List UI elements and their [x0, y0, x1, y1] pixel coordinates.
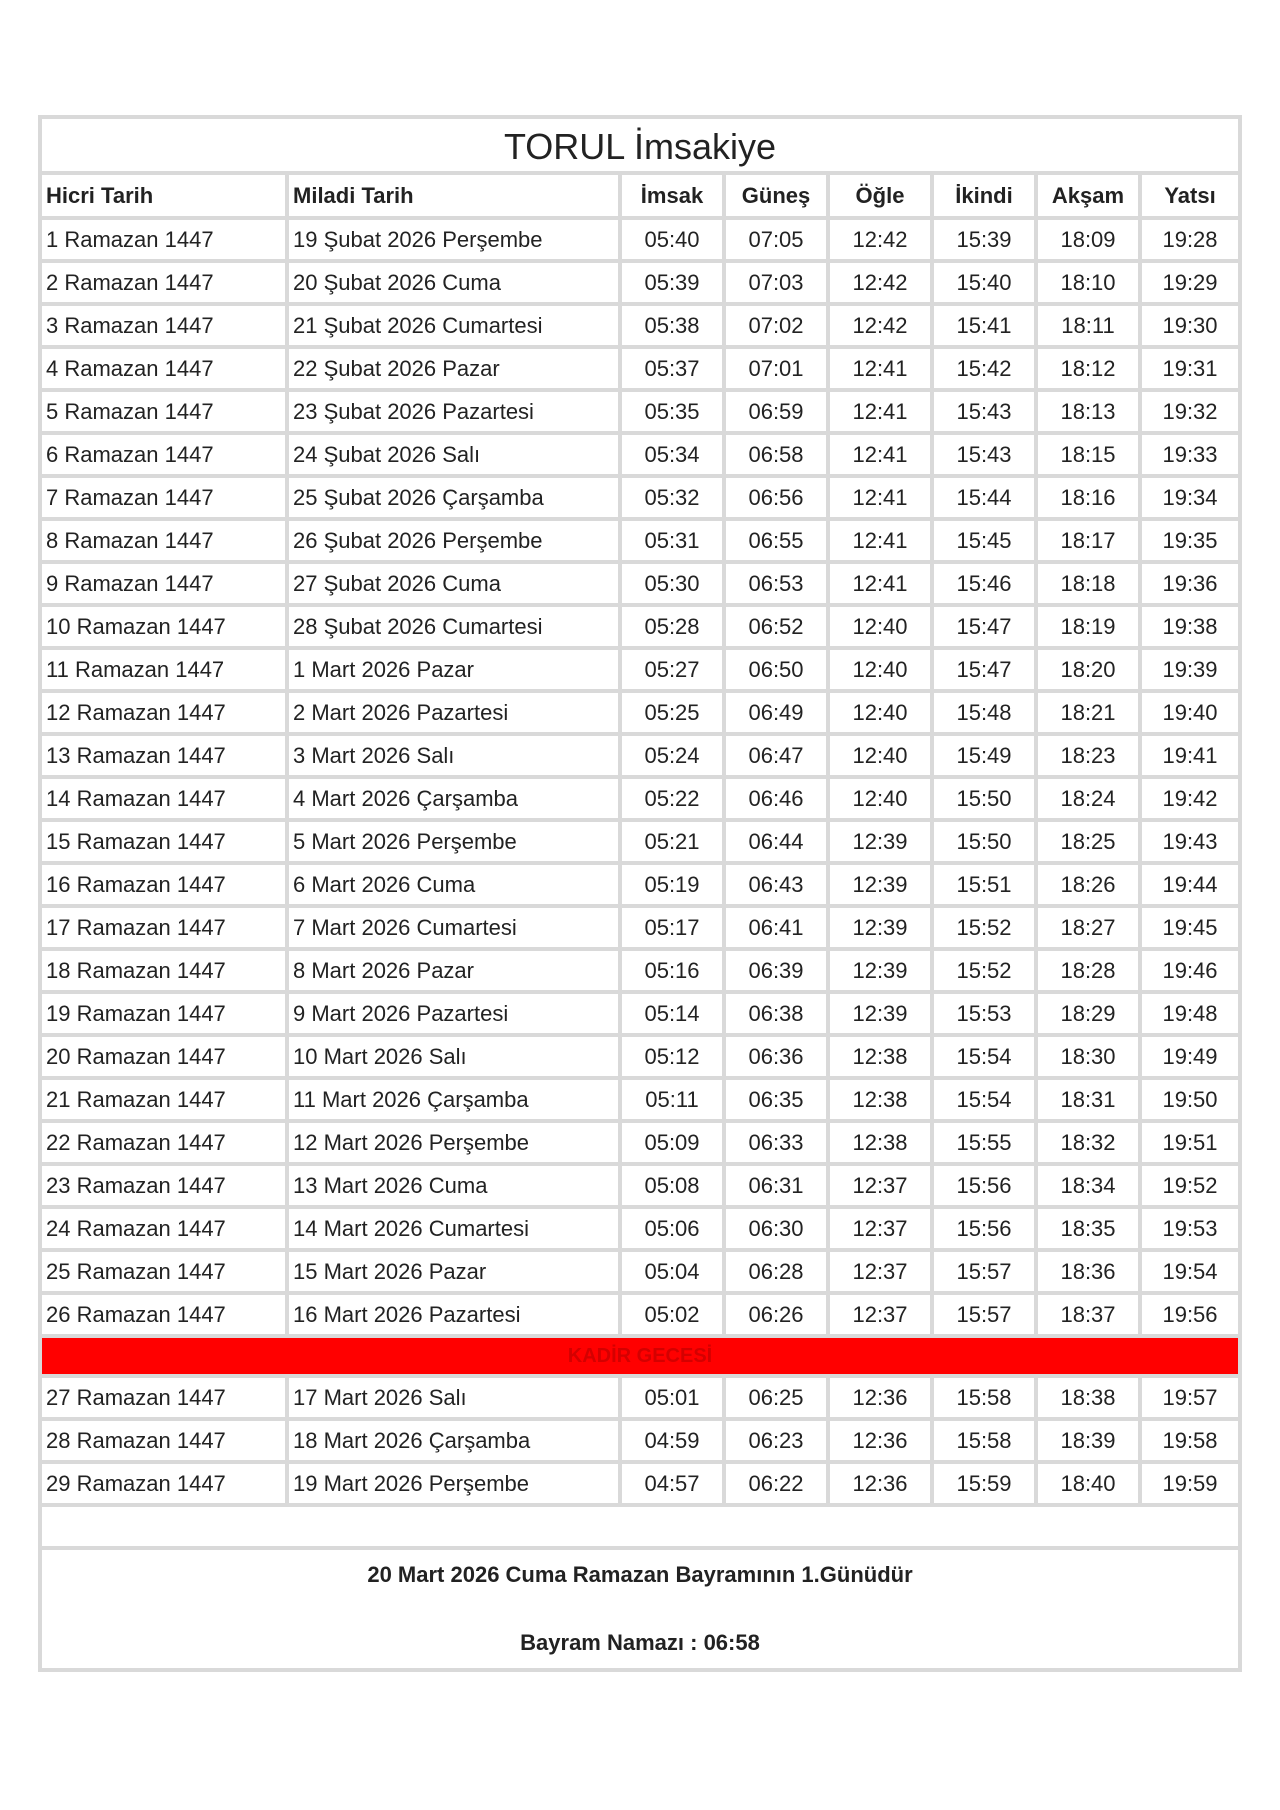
table-cell: 16 Ramazan 1447: [42, 863, 287, 906]
table-cell: 18:09: [1036, 218, 1140, 261]
table-cell: 05:11: [620, 1078, 724, 1121]
table-cell: 18:40: [1036, 1462, 1140, 1505]
table-cell: 8 Ramazan 1447: [42, 519, 287, 562]
table-cell: 7 Ramazan 1447: [42, 476, 287, 519]
table-row: [42, 949, 1238, 992]
table-cell: 15 Ramazan 1447: [42, 820, 287, 863]
table-row: [42, 433, 1238, 476]
table-row: [42, 863, 1238, 906]
table-cell: 06:41: [724, 906, 828, 949]
table-cell: 12:42: [828, 261, 932, 304]
table-cell: 05:30: [620, 562, 724, 605]
table-cell: 15:41: [932, 304, 1036, 347]
table-cell: 07:02: [724, 304, 828, 347]
table-cell: 20 Ramazan 1447: [42, 1035, 287, 1078]
table-cell: 07:03: [724, 261, 828, 304]
table-cell: 12:38: [828, 1078, 932, 1121]
table-row: [42, 390, 1238, 433]
table-cell: 19:39: [1140, 648, 1238, 691]
table-cell: 19:36: [1140, 562, 1238, 605]
table-cell: 12:39: [828, 949, 932, 992]
table-cell: 05:06: [620, 1207, 724, 1250]
table-cell: 7 Mart 2026 Cumartesi: [287, 906, 620, 949]
table-cell: 19:44: [1140, 863, 1238, 906]
table-cell: 05:08: [620, 1164, 724, 1207]
table-cell: 15:47: [932, 605, 1036, 648]
table-cell: 18:29: [1036, 992, 1140, 1035]
table-cell: 10 Ramazan 1447: [42, 605, 287, 648]
table-row: [42, 304, 1238, 347]
table-row: [42, 1462, 1238, 1505]
table-cell: 19:48: [1140, 992, 1238, 1035]
table-cell: 06:59: [724, 390, 828, 433]
table-row: [42, 734, 1238, 777]
table-cell: 18:36: [1036, 1250, 1140, 1293]
table-cell: 12:42: [828, 304, 932, 347]
bayram-note: 20 Mart 2026 Cuma Ramazan Bayramının 1.Günüdür: [367, 1562, 913, 1587]
table-cell: 24 Şubat 2026 Salı: [287, 433, 620, 476]
table-cell: 18:10: [1036, 261, 1140, 304]
table-cell: 11 Mart 2026 Çarşamba: [287, 1078, 620, 1121]
table-cell: 18:34: [1036, 1164, 1140, 1207]
table-cell: 14 Mart 2026 Cumartesi: [287, 1207, 620, 1250]
table-cell: 18:39: [1036, 1419, 1140, 1462]
table-cell: 18:23: [1036, 734, 1140, 777]
table-cell: 18:24: [1036, 777, 1140, 820]
table-cell: 12:39: [828, 906, 932, 949]
table-cell: 12:41: [828, 476, 932, 519]
table-row: [42, 218, 1238, 261]
table-cell: 18:19: [1036, 605, 1140, 648]
table-cell: 26 Ramazan 1447: [42, 1293, 287, 1336]
table-cell: 12:41: [828, 390, 932, 433]
table-cell: 15:48: [932, 691, 1036, 734]
table-cell: 19:32: [1140, 390, 1238, 433]
table-cell: 12:38: [828, 1035, 932, 1078]
table-row: [42, 992, 1238, 1035]
table-cell: 18:26: [1036, 863, 1140, 906]
table-cell: 15:56: [932, 1207, 1036, 1250]
table-cell: 06:25: [724, 1376, 828, 1419]
table-cell: 15:46: [932, 562, 1036, 605]
table-cell: 06:39: [724, 949, 828, 992]
table-cell: 05:22: [620, 777, 724, 820]
table-row: [42, 1293, 1238, 1336]
table-cell: 12:36: [828, 1419, 932, 1462]
table-cell: 06:49: [724, 691, 828, 734]
table-cell: 18:11: [1036, 304, 1140, 347]
table-cell: 05:27: [620, 648, 724, 691]
table-cell: 15:45: [932, 519, 1036, 562]
table-cell: 18:38: [1036, 1376, 1140, 1419]
table-body-b: [42, 1376, 1238, 1505]
table-cell: 15:42: [932, 347, 1036, 390]
table-cell: 26 Şubat 2026 Perşembe: [287, 519, 620, 562]
table-cell: 05:38: [620, 304, 724, 347]
table-cell: 18:20: [1036, 648, 1140, 691]
table-cell: 19:45: [1140, 906, 1238, 949]
table-cell: 18:18: [1036, 562, 1140, 605]
table-cell: 27 Şubat 2026 Cuma: [287, 562, 620, 605]
kadir-gecesi-label: KADİR GECESİ: [42, 1336, 1238, 1376]
table-cell: 15:57: [932, 1250, 1036, 1293]
table-cell: 2 Ramazan 1447: [42, 261, 287, 304]
table-cell: 22 Ramazan 1447: [42, 1121, 287, 1164]
table-row: [42, 1078, 1238, 1121]
table-cell: 19:50: [1140, 1078, 1238, 1121]
table-cell: 12:40: [828, 734, 932, 777]
table-row: [42, 1121, 1238, 1164]
table-cell: 15:39: [932, 218, 1036, 261]
table-cell: 12:40: [828, 777, 932, 820]
table-cell: 14 Ramazan 1447: [42, 777, 287, 820]
table-cell: 12:39: [828, 820, 932, 863]
table-cell: 23 Şubat 2026 Pazartesi: [287, 390, 620, 433]
table-cell: 15:50: [932, 820, 1036, 863]
table-cell: 19:59: [1140, 1462, 1238, 1505]
table-cell: 05:40: [620, 218, 724, 261]
table-cell: 19:52: [1140, 1164, 1238, 1207]
table-cell: 15:54: [932, 1035, 1036, 1078]
table-cell: 19:49: [1140, 1035, 1238, 1078]
table-cell: 19:41: [1140, 734, 1238, 777]
table-cell: 18 Ramazan 1447: [42, 949, 287, 992]
table-row: [42, 691, 1238, 734]
table-cell: 06:30: [724, 1207, 828, 1250]
table-cell: 04:57: [620, 1462, 724, 1505]
table-row: [42, 347, 1238, 390]
table-cell: 15:57: [932, 1293, 1036, 1336]
table-cell: 1 Ramazan 1447: [42, 218, 287, 261]
table-cell: 05:12: [620, 1035, 724, 1078]
table-cell: 18:16: [1036, 476, 1140, 519]
special-section: [42, 1336, 1238, 1376]
table-cell: 4 Ramazan 1447: [42, 347, 287, 390]
table-cell: 18:31: [1036, 1078, 1140, 1121]
table-cell: 15:53: [932, 992, 1036, 1035]
table-cell: 12:42: [828, 218, 932, 261]
table-cell: 12:41: [828, 519, 932, 562]
table-cell: 18:37: [1036, 1293, 1140, 1336]
table-cell: 18:35: [1036, 1207, 1140, 1250]
table-cell: 12 Mart 2026 Perşembe: [287, 1121, 620, 1164]
table-cell: 06:46: [724, 777, 828, 820]
table-cell: 05:34: [620, 433, 724, 476]
table-cell: 2 Mart 2026 Pazartesi: [287, 691, 620, 734]
table-cell: 07:05: [724, 218, 828, 261]
table-cell: 6 Mart 2026 Cuma: [287, 863, 620, 906]
table-cell: 18:30: [1036, 1035, 1140, 1078]
table-cell: 05:32: [620, 476, 724, 519]
table-cell: 18:32: [1036, 1121, 1140, 1164]
table-cell: 19:58: [1140, 1419, 1238, 1462]
table-cell: 15:59: [932, 1462, 1036, 1505]
table-cell: 21 Ramazan 1447: [42, 1078, 287, 1121]
table-row: [42, 1035, 1238, 1078]
table-cell: 15:55: [932, 1121, 1036, 1164]
header-ogle: Öğle: [828, 175, 932, 218]
table-cell: 12 Ramazan 1447: [42, 691, 287, 734]
table-cell: 15:44: [932, 476, 1036, 519]
table-cell: 05:17: [620, 906, 724, 949]
table-row: [42, 1419, 1238, 1462]
table-cell: 06:33: [724, 1121, 828, 1164]
table-row: [42, 906, 1238, 949]
table-cell: 18:21: [1036, 691, 1140, 734]
table-cell: 19:33: [1140, 433, 1238, 476]
table-cell: 05:01: [620, 1376, 724, 1419]
table-cell: 15:56: [932, 1164, 1036, 1207]
table-cell: 12:40: [828, 691, 932, 734]
table-cell: 13 Mart 2026 Cuma: [287, 1164, 620, 1207]
table-cell: 05:09: [620, 1121, 724, 1164]
table-cell: 12:41: [828, 347, 932, 390]
table-cell: 06:22: [724, 1462, 828, 1505]
table-body-a: [42, 218, 1238, 1336]
table-cell: 28 Şubat 2026 Cumartesi: [287, 605, 620, 648]
table-cell: 19 Mart 2026 Perşembe: [287, 1462, 620, 1505]
table-cell: 05:02: [620, 1293, 724, 1336]
table-cell: 19:30: [1140, 304, 1238, 347]
table-cell: 12:37: [828, 1207, 932, 1250]
table-cell: 07:01: [724, 347, 828, 390]
table-cell: 05:16: [620, 949, 724, 992]
header-row: [42, 175, 1238, 218]
table-cell: 15:43: [932, 433, 1036, 476]
table-cell: 05:35: [620, 390, 724, 433]
table-cell: 18:15: [1036, 433, 1140, 476]
table-cell: 19:29: [1140, 261, 1238, 304]
header-ikindi: İkindi: [932, 175, 1036, 218]
table-cell: 20 Şubat 2026 Cuma: [287, 261, 620, 304]
table-cell: 18:17: [1036, 519, 1140, 562]
table-cell: 15:52: [932, 949, 1036, 992]
table-row: [42, 476, 1238, 519]
header-yatsi: Yatsı: [1140, 175, 1238, 218]
table-cell: 15:52: [932, 906, 1036, 949]
bayram-namazi-note: Bayram Namazı : 06:58: [520, 1630, 760, 1655]
table-cell: 15:43: [932, 390, 1036, 433]
imsakiye-table: [42, 175, 1238, 1507]
table-cell: 8 Mart 2026 Pazar: [287, 949, 620, 992]
table-row: [42, 648, 1238, 691]
imsakiye-sheet: [38, 115, 1242, 1672]
table-cell: 19 Şubat 2026 Perşembe: [287, 218, 620, 261]
table-cell: 05:24: [620, 734, 724, 777]
table-cell: 05:19: [620, 863, 724, 906]
table-cell: 06:53: [724, 562, 828, 605]
table-cell: 25 Şubat 2026 Çarşamba: [287, 476, 620, 519]
table-cell: 12:36: [828, 1376, 932, 1419]
header-hicri: Hicri Tarih: [42, 175, 287, 218]
table-cell: 12:38: [828, 1121, 932, 1164]
table-cell: 15:47: [932, 648, 1036, 691]
table-cell: 18:13: [1036, 390, 1140, 433]
table-cell: 19:40: [1140, 691, 1238, 734]
table-cell: 23 Ramazan 1447: [42, 1164, 287, 1207]
table-cell: 06:38: [724, 992, 828, 1035]
table-row: [42, 1250, 1238, 1293]
header-aksam: Akşam: [1036, 175, 1140, 218]
table-cell: 15:54: [932, 1078, 1036, 1121]
table-cell: 3 Mart 2026 Salı: [287, 734, 620, 777]
table-cell: 12:41: [828, 562, 932, 605]
table-cell: 1 Mart 2026 Pazar: [287, 648, 620, 691]
table-cell: 15:49: [932, 734, 1036, 777]
table-cell: 15:58: [932, 1376, 1036, 1419]
table-cell: 22 Şubat 2026 Pazar: [287, 347, 620, 390]
table-cell: 27 Ramazan 1447: [42, 1376, 287, 1419]
table-cell: 15 Mart 2026 Pazar: [287, 1250, 620, 1293]
kadir-gecesi-row: [42, 1336, 1238, 1376]
blank-row: [42, 1507, 1238, 1550]
table-cell: 05:14: [620, 992, 724, 1035]
header-imsak: İmsak: [620, 175, 724, 218]
table-cell: 11 Ramazan 1447: [42, 648, 287, 691]
table-cell: 12:37: [828, 1293, 932, 1336]
table-cell: 12:41: [828, 433, 932, 476]
table-row: [42, 1164, 1238, 1207]
table-cell: 05:31: [620, 519, 724, 562]
table-cell: 06:56: [724, 476, 828, 519]
table-cell: 15:58: [932, 1419, 1036, 1462]
table-cell: 15:40: [932, 261, 1036, 304]
table-cell: 06:44: [724, 820, 828, 863]
table-cell: 06:36: [724, 1035, 828, 1078]
table-row: [42, 562, 1238, 605]
table-cell: 06:43: [724, 863, 828, 906]
table-row: [42, 820, 1238, 863]
table-cell: 4 Mart 2026 Çarşamba: [287, 777, 620, 820]
table-cell: 19:38: [1140, 605, 1238, 648]
table-cell: 10 Mart 2026 Salı: [287, 1035, 620, 1078]
table-cell: 04:59: [620, 1419, 724, 1462]
table-cell: 06:55: [724, 519, 828, 562]
table-cell: 18:12: [1036, 347, 1140, 390]
table-cell: 15:51: [932, 863, 1036, 906]
table-cell: 19:43: [1140, 820, 1238, 863]
table-row: [42, 605, 1238, 648]
table-cell: 18:25: [1036, 820, 1140, 863]
table-cell: 16 Mart 2026 Pazartesi: [287, 1293, 620, 1336]
table-cell: 19:54: [1140, 1250, 1238, 1293]
table-cell: 19:42: [1140, 777, 1238, 820]
table-cell: 06:50: [724, 648, 828, 691]
table-cell: 12:37: [828, 1164, 932, 1207]
table-cell: 06:47: [724, 734, 828, 777]
table-cell: 12:39: [828, 992, 932, 1035]
header-gunes: Güneş: [724, 175, 828, 218]
table-cell: 05:39: [620, 261, 724, 304]
table-cell: 12:36: [828, 1462, 932, 1505]
table-cell: 19:31: [1140, 347, 1238, 390]
table-cell: 19:46: [1140, 949, 1238, 992]
table-cell: 19:35: [1140, 519, 1238, 562]
table-cell: 18:27: [1036, 906, 1140, 949]
table-cell: 19:57: [1140, 1376, 1238, 1419]
table-cell: 12:40: [828, 605, 932, 648]
table-row: [42, 519, 1238, 562]
table-cell: 3 Ramazan 1447: [42, 304, 287, 347]
table-row: [42, 261, 1238, 304]
table-cell: 06:58: [724, 433, 828, 476]
table-row: [42, 777, 1238, 820]
table-cell: 6 Ramazan 1447: [42, 433, 287, 476]
table-cell: 5 Mart 2026 Perşembe: [287, 820, 620, 863]
table-cell: 19:53: [1140, 1207, 1238, 1250]
table-cell: 13 Ramazan 1447: [42, 734, 287, 777]
table-cell: 19 Ramazan 1447: [42, 992, 287, 1035]
table-cell: 06:28: [724, 1250, 828, 1293]
table-cell: 05:37: [620, 347, 724, 390]
table-cell: 17 Ramazan 1447: [42, 906, 287, 949]
table-cell: 18:28: [1036, 949, 1140, 992]
table-cell: 06:31: [724, 1164, 828, 1207]
table-cell: 18 Mart 2026 Çarşamba: [287, 1419, 620, 1462]
table-cell: 9 Ramazan 1447: [42, 562, 287, 605]
table-cell: 29 Ramazan 1447: [42, 1462, 287, 1505]
table-cell: 05:25: [620, 691, 724, 734]
table-cell: 12:40: [828, 648, 932, 691]
table-cell: 12:37: [828, 1250, 932, 1293]
table-cell: 9 Mart 2026 Pazartesi: [287, 992, 620, 1035]
table-cell: 28 Ramazan 1447: [42, 1419, 287, 1462]
table-cell: 24 Ramazan 1447: [42, 1207, 287, 1250]
table-cell: 06:35: [724, 1078, 828, 1121]
table-cell: 19:28: [1140, 218, 1238, 261]
table-cell: 15:50: [932, 777, 1036, 820]
table-cell: 19:51: [1140, 1121, 1238, 1164]
table-cell: 06:26: [724, 1293, 828, 1336]
table-cell: 05:28: [620, 605, 724, 648]
table-cell: 19:34: [1140, 476, 1238, 519]
table-row: [42, 1207, 1238, 1250]
table-cell: 12:39: [828, 863, 932, 906]
header-miladi: Miladi Tarih: [287, 175, 620, 218]
table-cell: 5 Ramazan 1447: [42, 390, 287, 433]
table-cell: 05:21: [620, 820, 724, 863]
table-cell: 05:04: [620, 1250, 724, 1293]
page-title: TORUL İmsakiye: [42, 119, 1238, 175]
table-cell: 06:52: [724, 605, 828, 648]
table-cell: 21 Şubat 2026 Cumartesi: [287, 304, 620, 347]
table-cell: 06:23: [724, 1419, 828, 1462]
table-row: [42, 1376, 1238, 1419]
table-cell: 19:56: [1140, 1293, 1238, 1336]
table-cell: 17 Mart 2026 Salı: [287, 1376, 620, 1419]
table-cell: 25 Ramazan 1447: [42, 1250, 287, 1293]
